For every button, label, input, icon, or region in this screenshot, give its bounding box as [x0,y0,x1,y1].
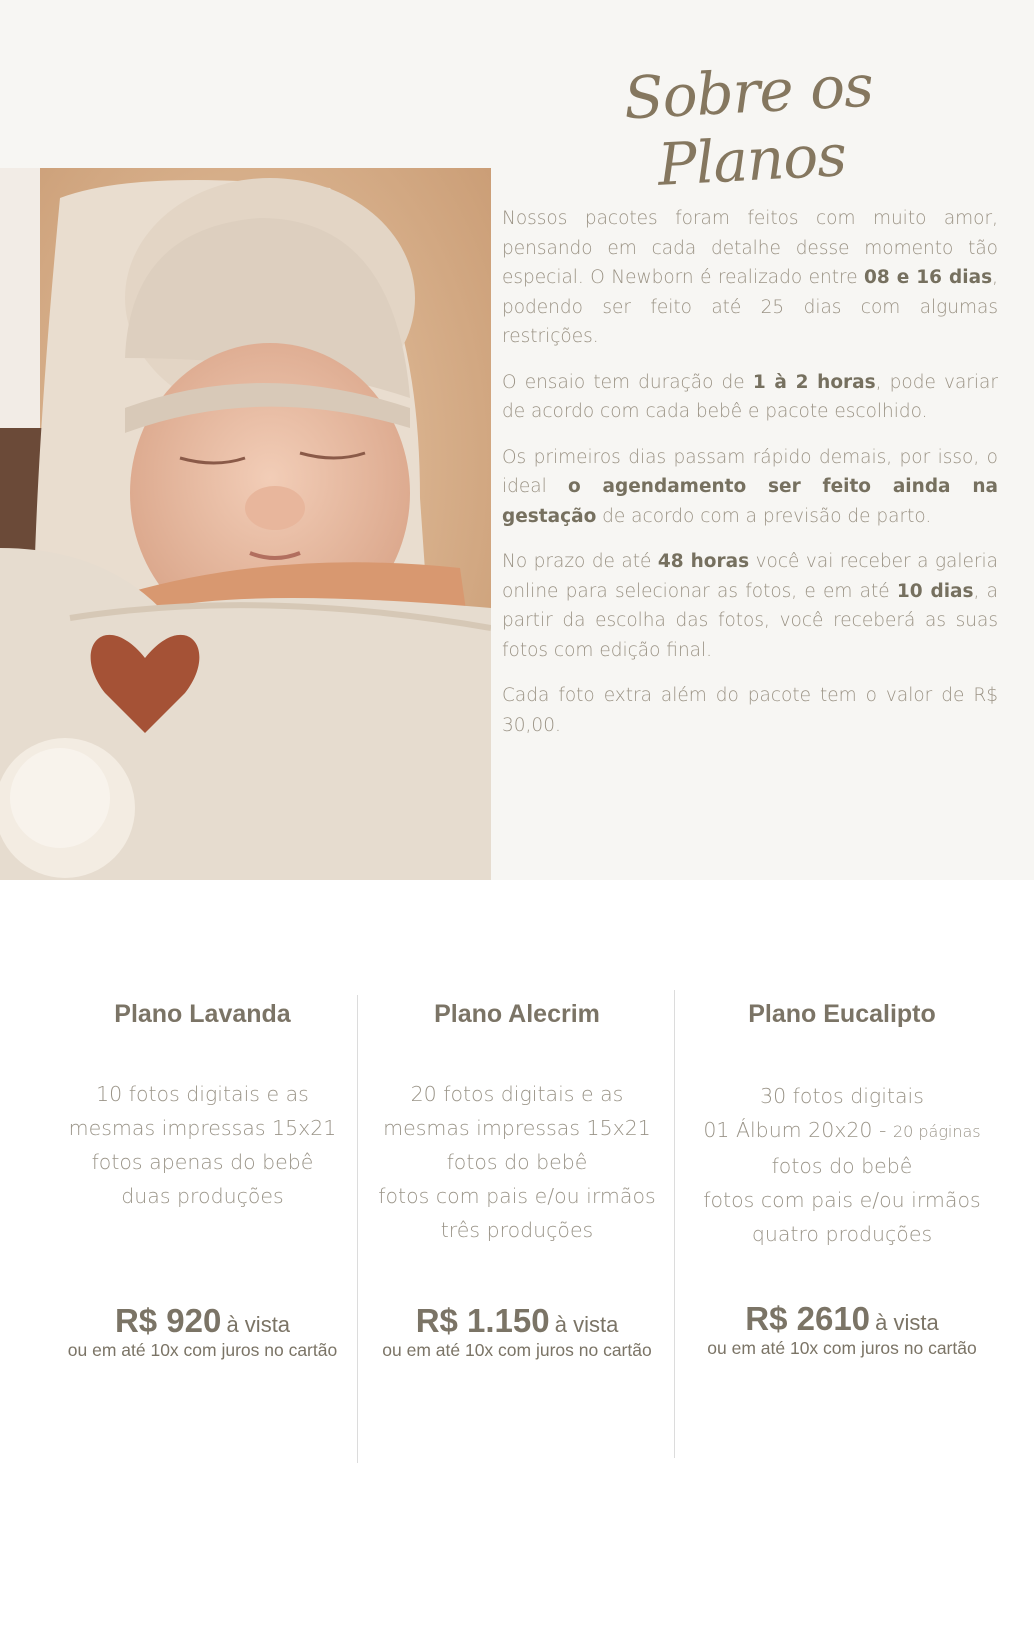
plan-price-suffix: à vista [554,1312,619,1337]
plan-price-eucalipto [680,1300,1004,1359]
plan-feature: mesmas impressas 15x21 [383,1116,651,1140]
intro-text-span: Nossos pacotes foram feitos com muito amor, pensando em cada detalhe desse momento tão especial. O Newborn é realizado entre [502,208,998,288]
column-divider [674,990,675,1458]
plan-feature: 20 fotos digitais e as [410,1082,624,1106]
plan-feature: fotos do bebê [771,1154,913,1178]
plan-feature: fotos com pais e/ou irmãos [703,1188,981,1212]
plan-feature: três produções [440,1218,594,1242]
plan-installment: ou em até 10x com juros no cartão [382,1340,652,1360]
intro-highlight: 1 à 2 horas [752,371,876,393]
plan-feature: fotos apenas do bebê [91,1150,314,1174]
intro-paragraph-4 [502,547,998,665]
plan-card-alecrim [362,1000,672,1247]
intro-text-span: O ensaio tem duração de [502,371,753,393]
plan-features [362,1077,672,1247]
plan-feature-text: 01 Álbum 20x20 - [703,1118,893,1142]
plan-price-suffix: à vista [875,1310,939,1335]
intro-paragraph-3 [502,443,998,532]
intro-text-span: , podendo ser feito até 25 dias com algumas restrições. [502,267,998,347]
intro-text-span: de acordo com a previsão de parto. [596,505,932,527]
plans-section [0,880,1034,1625]
plan-title: Plano Lavanda [114,1000,291,1028]
intro-highlight: 48 horas [657,551,750,572]
plan-feature: fotos do bebê [446,1150,588,1174]
plan-feature: 30 fotos digitais [760,1084,924,1108]
plan-card-lavanda [20,1000,385,1213]
plan-feature-note: 20 páginas [892,1122,981,1141]
plan-price: R$ 1.150 [415,1302,550,1339]
plan-features [20,1077,385,1213]
plan-installment: ou em até 10x com juros no cartão [67,1340,338,1360]
intro-text-span: você vai receber a galeria online para selecionar as fotos, e em até [502,551,998,602]
plan-feature: 10 fotos digitais e as [96,1082,309,1106]
plan-features [680,1079,1004,1251]
intro-text-span: , pode variar de acordo com cada bebê e pacote escolhido. [502,371,998,422]
plan-price: R$ 920 [114,1302,222,1339]
plan-feature: fotos com pais e/ou irmãos [378,1184,656,1208]
plan-title: Plano Eucalipto [748,1000,936,1028]
intro-text-span: Os primeiros dias passam rápido demais, por isso, o ideal [502,446,998,497]
intro-text [502,204,998,756]
plan-price-lavanda [20,1302,385,1361]
intro-paragraph-2 [502,368,998,427]
plan-card-eucalipto [680,1000,1004,1251]
intro-paragraph-1 [502,204,998,352]
intro-text-span: No prazo de até [502,551,658,572]
plan-installment: ou em até 10x com juros no cartão [707,1338,977,1358]
plan-price-suffix: à vista [226,1312,291,1337]
intro-paragraph-5: Cada foto extra além do pacote tem o valor de R$ 30,00. [502,685,998,736]
plan-price-alecrim [362,1302,672,1361]
page-title: Sobre os Planos [622,51,875,199]
intro-text-span: , a partir da escolha das fotos, você receberá as suas fotos com edição final. [502,580,999,661]
plan-price: R$ 2610 [745,1300,871,1337]
newborn-photo [0,168,491,904]
plan-title: Plano Alecrim [434,1000,600,1028]
plan-feature [680,1113,1004,1149]
intro-highlight: 10 dias [896,580,974,602]
intro-highlight: o agendamento ser feito ainda na gestação [502,476,999,527]
intro-highlight: 08 e 16 dias [864,267,993,288]
plan-feature: mesmas impressas 15x21 [68,1116,337,1140]
plan-feature: duas produções [121,1184,284,1208]
plan-feature: quatro produções [751,1222,933,1246]
